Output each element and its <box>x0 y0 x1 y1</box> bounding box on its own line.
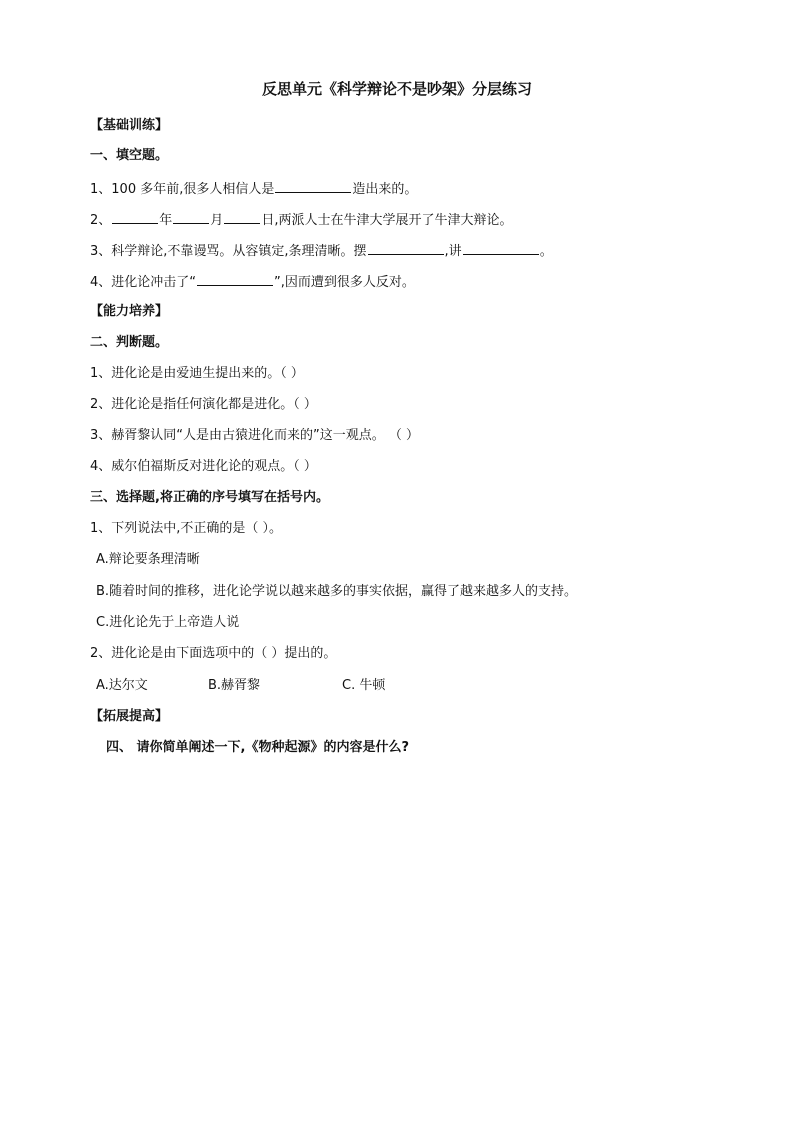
option-3-1-a: A.辩论要条理清晰 <box>96 552 200 567</box>
question-3-2: 2、进化论是由下面选项中的（ ）提出的。 <box>90 646 337 661</box>
question-text: 1、100 多年前,很多人相信人是 <box>90 182 275 197</box>
question-text: ,讲 <box>444 244 462 259</box>
question-1-1 <box>90 178 417 200</box>
question-1-4 <box>90 271 415 293</box>
section-ability: 【能力培养】 <box>90 304 169 319</box>
section-extend: 【拓展提高】 <box>90 709 169 724</box>
option-3-2-b: B.赫胥黎 <box>208 678 261 693</box>
question-text: ”,因而遭到很多人反对。 <box>274 275 415 290</box>
part3-heading: 三、选择题,将正确的序号填写在括号内。 <box>90 490 329 505</box>
question-3-1: 1、下列说法中,不正确的是（ ）。 <box>90 521 283 536</box>
question-text: 造出来的。 <box>352 182 418 197</box>
question-1-2 <box>90 209 512 231</box>
question-1-3 <box>90 240 553 262</box>
answer-blank[interactable] <box>197 271 273 286</box>
option-3-2-a: A.达尔文 <box>96 678 148 693</box>
option-3-1-b: B.随着时间的推移，进化论学说以越来越多的事实依据，赢得了越来越多人的支持。 <box>96 584 578 599</box>
answer-blank[interactable] <box>368 240 444 255</box>
answer-blank[interactable] <box>173 209 209 224</box>
answer-blank[interactable] <box>275 178 351 193</box>
part2-heading: 二、判断题。 <box>90 335 169 350</box>
part4-heading: 四、 请你简单阐述一下,《物种起源》的内容是什么? <box>106 740 410 755</box>
question-text: 月 <box>210 213 224 228</box>
section-basic: 【基础训练】 <box>90 118 169 133</box>
question-2-1: 1、进化论是由爱迪生提出来的。（ ） <box>90 366 304 381</box>
question-text: 4、进化论冲击了“ <box>90 275 197 290</box>
question-text: 年 <box>159 213 173 228</box>
answer-blank[interactable] <box>112 209 158 224</box>
question-2-3: 3、赫胥黎认同“人是由古猿进化而来的”这一观点。 （ ） <box>90 428 420 443</box>
answer-blank[interactable] <box>463 240 539 255</box>
option-3-1-c: C.进化论先于上帝造人说 <box>96 615 240 630</box>
question-text: 日,两派人士在牛津大学展开了牛津大辩论。 <box>261 213 513 228</box>
part1-heading: 一、填空题。 <box>90 148 169 163</box>
answer-blank[interactable] <box>224 209 260 224</box>
question-text: 3、科学辩论,不靠谩骂。从容镇定,条理清晰。摆 <box>90 244 367 259</box>
page-title: 反思单元《科学辩论不是吵架》分层练习 <box>261 80 532 98</box>
question-text: 2、 <box>90 213 112 228</box>
question-2-2: 2、进化论是指任何演化都是进化。（ ） <box>90 397 317 412</box>
option-3-2-c: C. 牛顿 <box>342 678 386 693</box>
question-2-4: 4、威尔伯福斯反对进化论的观点。（ ） <box>90 459 317 474</box>
question-text: 。 <box>539 244 553 259</box>
